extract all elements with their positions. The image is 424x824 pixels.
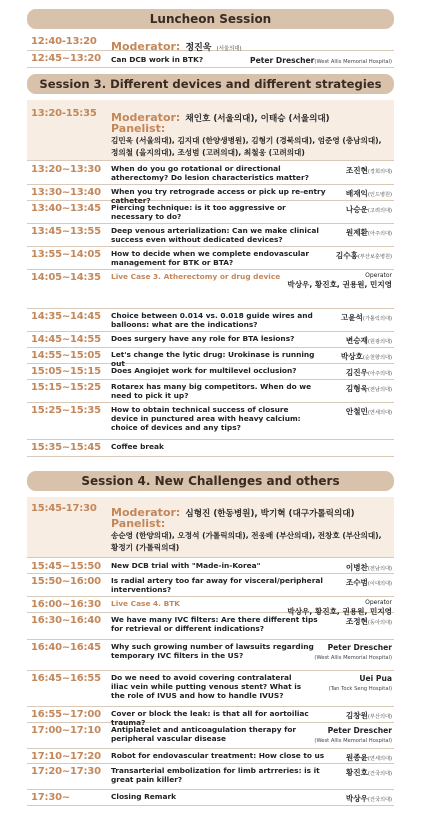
talk-time: 16:00~16:30 (31, 599, 101, 610)
talk-speaker (346, 188, 392, 199)
moderator-label: Moderator: (111, 40, 181, 53)
talk-title: Does Angiojet work for multilevel occlusion? (111, 366, 297, 375)
operator-label: Operator (365, 599, 392, 606)
speaker-affiliation: (순천향의대) (362, 355, 392, 361)
speaker-name: Peter Drescher (327, 643, 392, 652)
speaker-name: 변승재 (345, 336, 368, 345)
speaker-affiliation: (아주의대) (367, 371, 392, 377)
panelist-line-1: 송순영 (한양의대), 오정석 (가톨릭의대), 전웅배 (부산의대), 전창호 (부산의대), (111, 531, 382, 540)
talk-title: Let's change the lytic drug: Urokinase is running out (111, 350, 315, 368)
speaker-affiliation: (이대의대) (367, 581, 392, 587)
talk-time: 17:20~17:30 (31, 766, 101, 777)
talk-time: 17:30~ (31, 792, 71, 803)
speaker-name: 배재익 (345, 189, 368, 198)
talk-speaker (346, 227, 392, 238)
talk-speaker (346, 710, 392, 721)
panelist-line-2: 정의철 (을지의대), 조성범 (고려의대), 최철웅 (고려의대) (111, 148, 305, 157)
session-time: 12:40-13:20 (31, 36, 97, 47)
speaker-affiliation: (Tan Tock Seng Hospital) (328, 686, 392, 692)
talk-speaker (346, 406, 392, 417)
talk-time: 16:45~16:55 (31, 673, 101, 684)
talk-time: 14:45~14:55 (31, 334, 101, 345)
speaker-name: 황진호 (345, 768, 368, 777)
talk-speaker (346, 335, 392, 346)
talk-row (27, 348, 394, 368)
speaker-name: 고윤석 (340, 313, 363, 322)
talk-speaker (346, 367, 392, 378)
talk-time: 16:40~16:45 (31, 642, 101, 653)
panelist-label: Panelist: (111, 517, 166, 530)
moderator-label: Moderator: (111, 506, 181, 519)
talk-title: When you try retrograde access or pick up re-entry catheter? (111, 187, 326, 205)
speaker-affiliation: (원광의대) (367, 339, 392, 345)
speaker-name: 조진현 (345, 166, 368, 175)
talk-row (27, 270, 394, 309)
session3-header: Session 3. Different devices and different strategies (27, 74, 394, 94)
speaker-affiliation: (경희의대) (367, 169, 392, 175)
speaker-affiliation: (건국의대) (367, 797, 392, 803)
speaker-name: Peter Drescher (327, 726, 392, 735)
speaker-affiliation: (부산의대) (367, 714, 392, 720)
talk-time: 15:50~16:00 (31, 576, 101, 587)
speaker-affiliation: (아주의대) (367, 231, 392, 237)
moderator-name: 정진욱 (185, 43, 212, 53)
talk-time: 15:35~15:45 (31, 442, 101, 453)
talk-speaker (346, 793, 392, 804)
speaker-affiliation: (고려의대) (367, 208, 392, 214)
talk-title: Do we need to avoid covering contralateral iliac vein while putting venous stent? What is the role of IVUS and how to handle IVUS? (111, 673, 302, 700)
speaker-name: 박상우 (345, 794, 368, 803)
talk-speaker (250, 56, 392, 65)
speaker-name: 박상호 (340, 352, 363, 361)
speaker-affiliation: (연세의대) (367, 410, 392, 416)
speaker-affiliation: (전남의대) (367, 387, 392, 393)
moderator-label: Moderator: (111, 111, 181, 124)
talk-speaker (314, 726, 392, 744)
operator-label: Operator (365, 272, 392, 279)
talk-title: New DCB trial with "Made-in-Korea" (111, 561, 261, 570)
talk-title: When do you go rotational or directional atherectomy? Do lesion characteristics matter? (111, 164, 309, 182)
speaker-name: 조정현 (345, 617, 368, 626)
speaker-name: 원제환 (345, 228, 368, 237)
talk-time: 14:55~15:05 (31, 350, 101, 361)
talk-row (27, 364, 394, 380)
talk-time: 15:45~15:50 (31, 561, 101, 572)
speaker-name: Peter Drescher (250, 56, 315, 65)
talk-title: Why such growing number of lawsuits regarding temporary IVC filters in the US? (111, 642, 314, 660)
speaker-affiliation: (가톨릭의대) (362, 316, 392, 322)
talk-time: 15:05~15:15 (31, 366, 101, 377)
talk-title: Robot for endovascular treatment: How close to us (111, 751, 325, 760)
speaker-affiliation: (동아의대) (367, 620, 392, 626)
talk-title: Cover or block the leak: is that all for aortoiliac trauma? (111, 709, 309, 727)
talk-speaker (346, 204, 392, 215)
speaker-affiliation: (전남의대) (367, 566, 392, 572)
speaker-affiliation: (부산보훈병원) (357, 254, 392, 260)
talk-row (27, 332, 394, 348)
speaker-name: 김수홍 (335, 251, 358, 260)
talk-time: 12:45~13:20 (31, 53, 101, 64)
luncheon-moderator-row (27, 33, 394, 51)
talk-time: 13:40~13:45 (31, 203, 101, 214)
speaker-name: 원종윤 (345, 753, 368, 762)
speaker-affiliation: (건국의대) (367, 771, 392, 777)
panelist-line-1: 김민욱 (서울의대), 김지대 (한양생병원), 김형기 (경북의대), 엄준영 (충남의대), (111, 136, 382, 145)
talk-time: 13:45~13:55 (31, 226, 101, 237)
talk-row (27, 559, 394, 574)
talk-speaker (341, 351, 392, 362)
talk-row (27, 723, 394, 749)
talk-row (27, 380, 394, 403)
operator-names: 박상우, 황진호, 권용원, 민지영 (287, 280, 392, 289)
speaker-affiliation: (West Allis Memorial Hospital) (314, 59, 392, 65)
talk-row (27, 749, 394, 764)
speaker-affiliation: (West Allis Memorial Hospital) (314, 738, 392, 744)
live-case-title: Live Case 3. Atherectomy or drug device (111, 272, 281, 281)
talk-speaker (346, 767, 392, 778)
talk-time: 17:10~17:20 (31, 751, 101, 762)
talk-time: 16:30~16:40 (31, 615, 101, 626)
talk-title: Choice between 0.014 vs. 0.018 guide wires and balloons: what are the indications? (111, 311, 313, 329)
talk-row (27, 162, 394, 185)
talk-row (27, 440, 394, 457)
talk-title: Piercing technique: is it too aggressive or necessary to do? (111, 203, 286, 221)
talk-row (27, 671, 394, 707)
session-time: 13:20-15:35 (31, 108, 97, 119)
talk-row (27, 309, 394, 332)
talk-time: 14:05~14:35 (31, 272, 101, 283)
talk-time: 13:30~13:40 (31, 187, 101, 198)
talk-row (27, 185, 394, 205)
speaker-name: 조수범 (345, 578, 368, 587)
operator-names: 박상우, 황진호, 권용원, 민지영 (287, 607, 392, 616)
talk-speaker (314, 643, 392, 661)
session-time: 15:45-17:30 (31, 503, 97, 514)
talk-speaker (336, 250, 392, 261)
session4-moderator-block (27, 497, 394, 558)
session4-header: Session 4. New Challenges and others (27, 471, 394, 491)
talk-time: 17:00~17:10 (31, 725, 101, 736)
panelist-line-2: 황정기 (가톨릭의대) (111, 543, 180, 552)
talk-row (27, 403, 394, 440)
talk-row (27, 764, 394, 790)
talk-time: 14:35~14:45 (31, 311, 101, 322)
luncheon-talk-row (27, 51, 394, 68)
session3-moderator-block (27, 100, 394, 161)
talk-speaker (287, 272, 392, 290)
talk-row (27, 707, 394, 727)
talk-row (27, 201, 394, 224)
talk-row (27, 640, 394, 671)
talk-title: Closing Remark (111, 792, 177, 801)
talk-row (27, 597, 394, 616)
moderator-affiliation: (서울의대) (216, 46, 242, 52)
talk-time: 13:20~13:30 (31, 164, 101, 175)
talk-title: Rotarex has many big competitors. When do we need to pick it up? (111, 382, 312, 400)
talk-row (27, 247, 394, 270)
speaker-affiliation: (인드병원) (367, 192, 392, 198)
talk-title: Coffee break (111, 442, 164, 451)
talk-speaker (346, 165, 392, 176)
talk-speaker (346, 562, 392, 573)
talk-title: How to obtain technical success of closure device in punctured area with heavy calcium: choice of devices and any tips? (111, 405, 301, 432)
live-case-title: Live Case 4. BTK (111, 599, 180, 608)
talk-row (27, 613, 394, 640)
speaker-name: 김창원 (345, 711, 368, 720)
speaker-name: 안철민 (345, 407, 368, 416)
talk-speaker (346, 383, 392, 394)
talk-speaker (341, 312, 392, 323)
moderator-names: 심형진 (한동병원), 박기혁 (대구가톨릭의대) (185, 509, 355, 519)
speaker-name: Uei Pua (359, 674, 392, 683)
talk-title: Does surgery have any role for BTA lesions? (111, 334, 295, 343)
speaker-name: 김진우 (345, 368, 368, 377)
talk-time: 15:25~15:35 (31, 405, 101, 416)
talk-title: How to decide when we complete endovascular management for BTK or BTA? (111, 249, 310, 267)
speaker-name: 나승운 (345, 205, 368, 214)
talk-title: Can DCB work in BTK? (111, 55, 204, 64)
talk-time: 16:55~17:00 (31, 709, 101, 720)
panelist-label: Panelist: (111, 122, 166, 135)
talk-row (27, 790, 394, 806)
talk-title: Transarterial embolization for limb artrreries: is it great pain killer? (111, 766, 320, 784)
talk-speaker (329, 674, 392, 692)
talk-title: Antiplatelet and anticoagulation therapy for peripheral vascular disease (111, 725, 297, 743)
talk-time: 13:55~14:05 (31, 249, 101, 260)
speaker-name: 이병찬 (345, 563, 368, 572)
speaker-affiliation: (West Allis Memorial Hospital) (314, 655, 392, 661)
talk-row (27, 224, 394, 247)
luncheon-header: Luncheon Session (27, 9, 394, 29)
talk-title: We have many IVC filters: Are there different tips for retrieval or different indications? (111, 615, 318, 633)
talk-speaker (346, 577, 392, 588)
talk-row (27, 574, 394, 597)
talk-time: 15:15~15:25 (31, 382, 101, 393)
moderator-names: 채인호 (서울의대), 이태승 (서울의대) (185, 114, 330, 124)
talk-title: Is radial artery too far away for visceral/peripheral interventions? (111, 576, 323, 594)
speaker-affiliation: (연세의대) (367, 756, 392, 762)
talk-speaker (346, 616, 392, 627)
talk-title: Deep venous arterialization: Can we make clinical success even without dedicated devices? (111, 226, 319, 244)
speaker-name: 김형욱 (345, 384, 368, 393)
talk-speaker (346, 752, 392, 763)
